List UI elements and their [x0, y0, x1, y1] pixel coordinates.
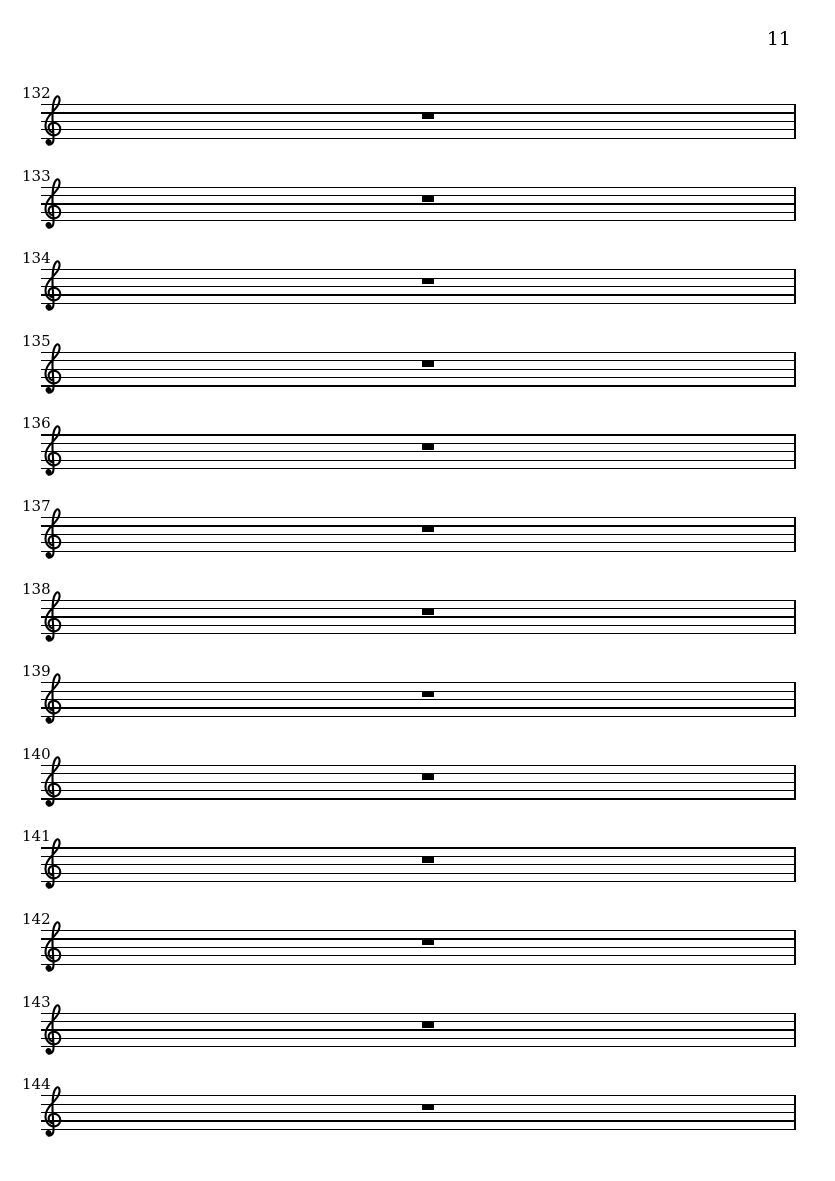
measure-number-label: 136 [22, 414, 51, 433]
staff-line [41, 608, 796, 609]
measure-number-label: 142 [22, 910, 51, 928]
staff-line [41, 1104, 796, 1105]
staff-line [41, 1021, 796, 1022]
treble-clef-icon [43, 1003, 62, 1056]
measure-number-label: 134 [22, 249, 51, 268]
staff-line [41, 220, 796, 221]
measure-number-label: 135 [22, 331, 51, 350]
measure-number-label: 138 [22, 579, 51, 598]
staff-line [41, 551, 796, 552]
treble-clef-icon [43, 507, 62, 560]
staff-measure-140 [22, 744, 796, 801]
barline [794, 352, 796, 387]
measure-number-label: 143 [22, 992, 51, 1011]
staff-line [41, 352, 796, 353]
staff-line [41, 930, 796, 931]
whole-rest-icon [422, 691, 434, 698]
staff-line [41, 286, 796, 287]
staff-line [41, 534, 796, 535]
staff-measure-136 [22, 414, 796, 470]
treble-clef-icon [43, 590, 62, 643]
whole-rest-icon [422, 1104, 434, 1111]
staff-line [41, 1046, 796, 1047]
whole-rest-icon [422, 278, 434, 285]
barline [794, 104, 796, 139]
staff-line [41, 1120, 796, 1121]
staff-line [41, 1112, 796, 1113]
barline [794, 847, 796, 882]
barline [794, 434, 796, 469]
staff-measure-144 [22, 1075, 796, 1131]
whole-rest-icon [422, 443, 434, 450]
staff-line [41, 104, 796, 105]
barline [794, 1013, 796, 1048]
whole-rest-icon [422, 195, 434, 202]
whole-rest-icon [422, 856, 434, 863]
staff-line [41, 138, 796, 139]
staff-line [41, 600, 796, 601]
staff-line [41, 947, 796, 948]
staff-line [41, 625, 796, 626]
staff-line [41, 964, 796, 965]
staff-line [41, 451, 796, 452]
barline [794, 765, 796, 800]
staff-line [41, 790, 796, 791]
measure-number-label: 137 [22, 497, 51, 515]
staff-measure-142 [22, 910, 796, 966]
staff-measure-134 [22, 249, 796, 305]
staff-measure-137 [22, 497, 796, 553]
staff-measure-139 [22, 662, 796, 718]
treble-clef-icon [43, 342, 62, 395]
staff-line [41, 360, 796, 361]
staff-line [41, 303, 796, 304]
whole-rest-icon [422, 525, 434, 532]
whole-rest-icon [422, 112, 434, 119]
whole-rest-icon [422, 360, 434, 367]
staff-line [41, 699, 796, 700]
treble-clef-icon [43, 755, 62, 808]
treble-clef-icon [43, 1085, 62, 1138]
staff-line [41, 187, 796, 188]
barline [794, 187, 796, 222]
staff-line [41, 369, 796, 370]
staff-line [41, 707, 796, 708]
barline [794, 1095, 796, 1130]
whole-rest-icon [422, 608, 434, 615]
staff-line [41, 1095, 796, 1096]
measure-number-label: 133 [22, 166, 51, 185]
staff-line [41, 616, 796, 617]
staff-line [41, 517, 796, 518]
staff-line [41, 542, 796, 543]
barline [794, 269, 796, 304]
staff-line [41, 460, 796, 461]
measure-number-label: 144 [22, 1075, 51, 1094]
staff-line [41, 864, 796, 865]
staff-line [41, 203, 796, 204]
staff-line [41, 443, 796, 444]
staff-line [41, 468, 796, 469]
measure-number-label: 132 [22, 84, 51, 102]
staff-line [41, 112, 796, 113]
measure-number-label: 139 [22, 662, 51, 681]
staff-line [41, 269, 796, 270]
staff-line [41, 121, 796, 122]
staff-line [41, 294, 796, 295]
staff-line [41, 847, 796, 848]
staff-line [41, 385, 796, 386]
barline [794, 600, 796, 635]
staff-line [41, 682, 796, 683]
staff-line [41, 633, 796, 634]
staff-line [41, 129, 796, 130]
whole-rest-icon [422, 1021, 434, 1028]
treble-clef-icon [43, 672, 62, 725]
treble-clef-icon [43, 177, 62, 230]
treble-clef-icon [43, 837, 62, 890]
measure-number-label: 140 [22, 744, 51, 763]
staff-line [41, 856, 796, 857]
staff-measure-133 [22, 166, 796, 223]
staff-measure-141 [22, 827, 796, 883]
staff-line [41, 765, 796, 766]
treble-clef-icon [43, 259, 62, 312]
barline [794, 517, 796, 552]
staff-line [41, 1013, 796, 1014]
staff-line [41, 1038, 796, 1039]
staff-line [41, 716, 796, 717]
staff-line [41, 773, 796, 774]
whole-rest-icon [422, 773, 434, 780]
measure-number-label: 141 [22, 827, 51, 846]
staff-line [41, 377, 796, 378]
treble-clef-icon [43, 920, 62, 973]
staff-line [41, 873, 796, 874]
staff-line [41, 525, 796, 526]
staff-line [41, 1029, 796, 1030]
whole-rest-icon [422, 938, 434, 945]
barline [794, 930, 796, 965]
staff-line [41, 434, 796, 435]
page-number: 11 [766, 28, 791, 50]
treble-clef-icon [43, 424, 62, 477]
staff-line [41, 798, 796, 799]
staff-line [41, 938, 796, 939]
treble-clef-icon [43, 94, 62, 147]
barline [794, 682, 796, 717]
staff-line [41, 1129, 796, 1130]
staff-measure-138 [22, 579, 796, 636]
staff-line [41, 195, 796, 196]
staff-line [41, 212, 796, 213]
staff-line [41, 881, 796, 882]
staff-measure-135 [22, 331, 796, 388]
staff-measure-143 [22, 992, 796, 1049]
staff-line [41, 691, 796, 692]
staff-line [41, 278, 796, 279]
staff-measure-132 [22, 84, 796, 140]
staff-line [41, 782, 796, 783]
staff-line [41, 955, 796, 956]
